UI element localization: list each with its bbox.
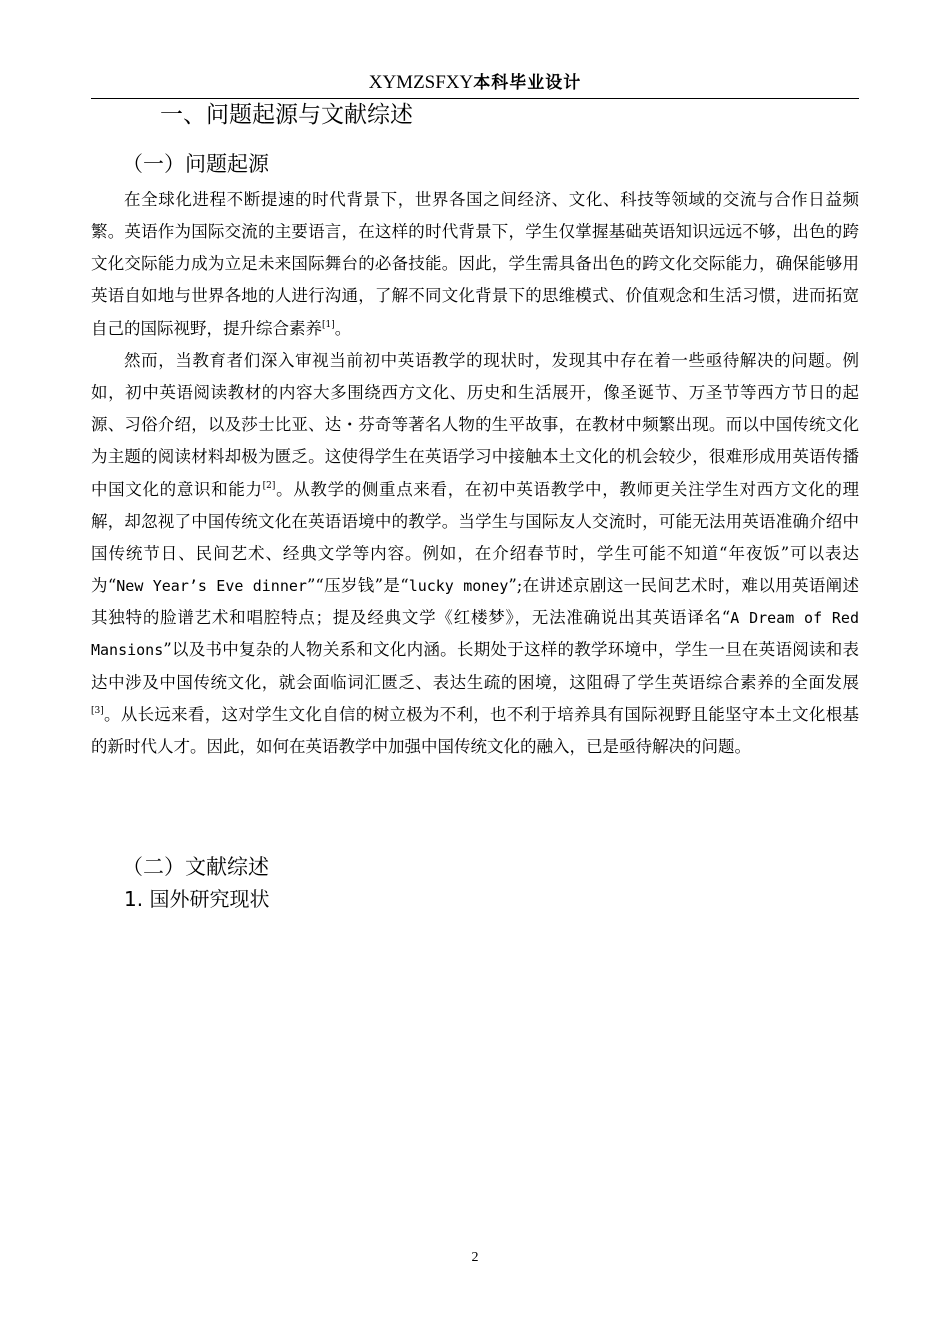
header-title: 本科毕业设计: [473, 73, 582, 93]
citation-2: [2]: [262, 480, 276, 491]
paragraph-1-end: 。: [334, 318, 352, 338]
paragraph-1: [91, 184, 859, 345]
citation-1: [1]: [322, 319, 335, 330]
header-code: XYMZSFXY: [368, 72, 474, 93]
paragraph-2-part6: 。从长远来看，这对学生文化自信的树立极为不利，也不利于培养具有国际视野且能坚守本土文化根基的新时代人才。因此，如何在英语教学中加强中国传统文化的融入，已是亟待解决的问题。: [91, 704, 859, 756]
paragraph-2: [91, 345, 859, 763]
paragraph-2-part1: 然而，当教育者们深入审视当前初中英语教学的现状时，发现其中存在着一些亟待解决的问题。例如，初中英语阅读教材的内容大多围绕西方文化、历史和生活展开，像圣诞节、万圣节等西方节日的起源、习俗介绍，以及莎士比亚、达・芬奇等著名人物的生平故事，在教材中频繁出现。而以中国传统文化为主题的阅读材料却极为匮乏。这使得学生在英语学习中接触本土文化的机会较少，很难形成用英语传播中国文化的意识和能力: [91, 351, 859, 499]
paragraph-1-text: 在全球化进程不断提速的时代背景下，世界各国之间经济、文化、科技等领域的交流与合作日益频繁。英语作为国际交流的主要语言，在这样的时代背景下，学生仅掌握基础英语知识远远不够，出色的跨文化交际能力成为立足未来国际舞台的必备技能。因此，学生需具备出色的跨文化交际能力，确保能够用英语自如地与世界各地的人进行沟通，了解不同文化背景下的思维模式、价值观念和生活习惯，进而拓宽自己的国际视野，提升综合素养: [91, 190, 859, 338]
english-term-lucky-money: lucky money: [408, 577, 509, 596]
subsection-title-origin: （一）问题起源: [122, 152, 269, 176]
subsubsection-title-foreign-research: 1. 国外研究现状: [124, 887, 270, 911]
english-term-dream-of-red-mansions: A Dream of Red Mansions: [91, 609, 859, 660]
subsection-title-literature-review: （二）文献综述: [122, 855, 269, 879]
page-number: 2: [471, 1250, 479, 1265]
citation-3: [3]: [91, 705, 104, 716]
section-title: 一、问题起源与文献综述: [160, 102, 413, 128]
paragraph-2-part3: ”“压岁钱”是“: [306, 576, 409, 596]
paragraph-2-part5: ”以及书中复杂的人物关系和文化内涵。长期处于这样的教学环境中，学生一旦在英语阅读和表达中涉及中国传统文化，就会面临词汇匮乏、表达生疏的困境，这阻碍了学生英语综合素养的全面发展: [91, 640, 859, 692]
page-header: [91, 70, 859, 99]
paragraph-2-part4: ”;在讲述京剧这一民间艺术时，难以用英语阐述其独特的脸谱艺术和唱腔特点；提及经典文学《红楼梦》，无法准确说出其英语译名“: [91, 576, 860, 628]
english-term-new-years-eve-dinner: New Year’s Eve dinner: [116, 577, 307, 596]
paragraph-2-part2: 。从教学的侧重点来看，在初中英语教学中，教师更关注学生对西方文化的理解，却忽视了中国传统文化在英语语境中的教学。当学生与国际友人交流时，可能无法用英语准确介绍中国传统节日、民间艺术、经典文学等内容。例如，在介绍春节时，学生可能不知道“年夜饭”可以表达为“: [91, 479, 860, 596]
